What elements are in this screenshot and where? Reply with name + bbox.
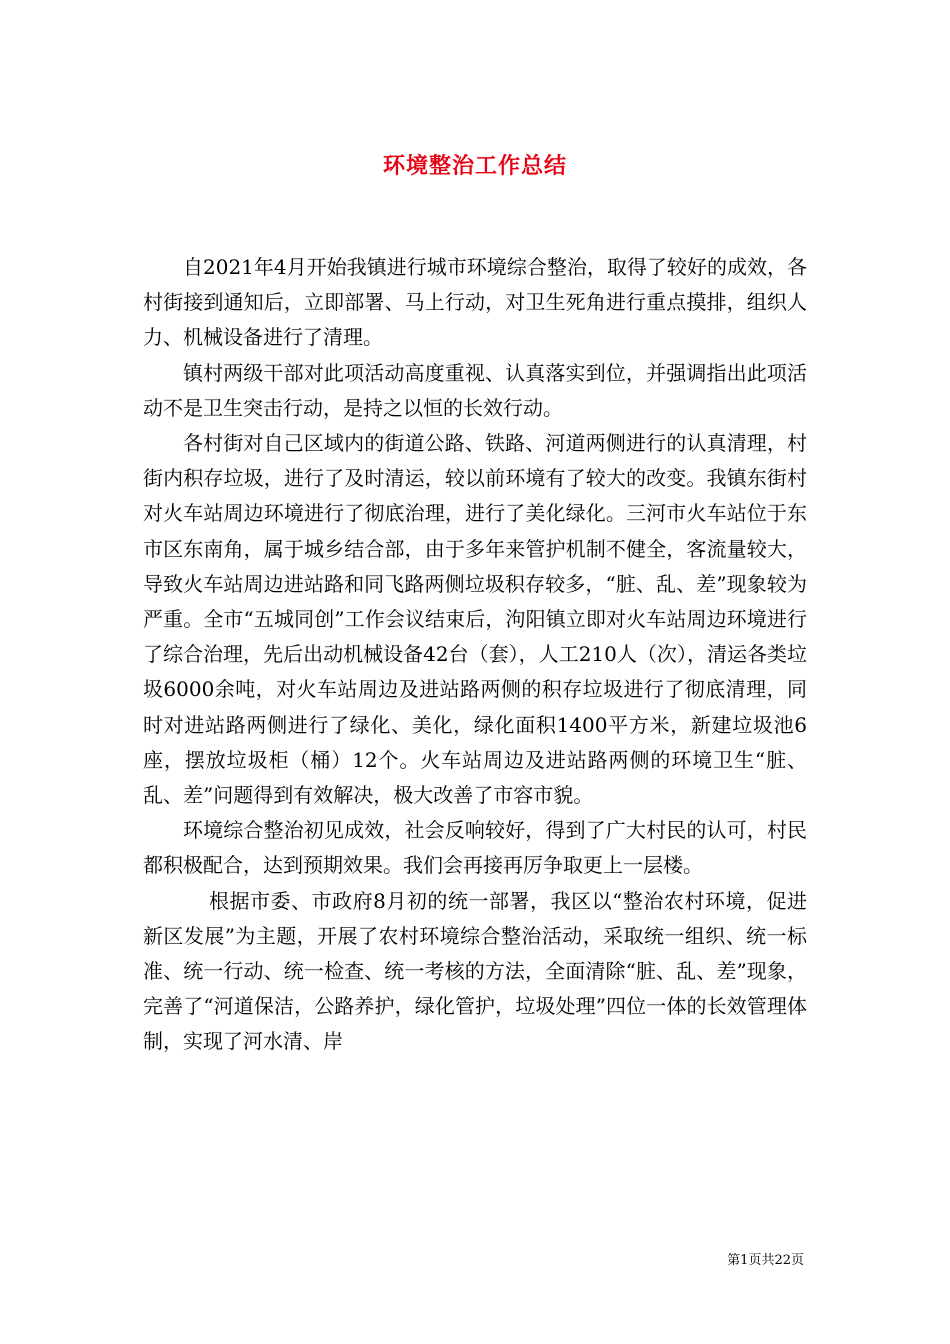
paragraph-4: 环境综合整治初见成效，社会反响较好，得到了广大村民的认可，村民都积极配合，达到预期效果。我们会再接再厉争取更上一层楼。 [143,818,807,878]
document-body [143,250,807,1060]
document-title: 环境整治工作总结 [382,152,567,179]
paragraph-1: 自2021年4月开始我镇进行城市环境综合整治，取得了较好的成效，各村街接到通知后，立即部署、马上行动，对卫生死角进行重点摸排，组织人力、机械设备进行了清理。 [143,255,807,350]
paragraph-5: 根据市委、市政府8月初的统一部署，我区以“整治农村环境，促进新区发展”为主题，开展了农村环境综合整治活动，采取统一组织、统一标准、统一行动、统一检查、统一考核的方法，全面清除“脏、乱、差”现象，完善了“河道保洁，公路养护，绿化管护，垃圾处理”四位一体的长效管理体制，实现了河水清、岸 [143,888,807,1054]
paragraph-2: 镇村两级干部对此项活动高度重视、认真落实到位，并强调指出此项活动不是卫生突击行动，是持之以恒的长效行动。 [143,360,807,420]
paragraph-3: 各村街对自己区域内的街道公路、铁路、河道两侧进行的认真清理，村街内积存垃圾，进行了及时清运，较以前环境有了较大的改变。我镇东街村对火车站周边环境进行了彻底治理，进行了美化绿化。三河市火车站位于东市区东南角，属于城乡结合部，由于多年来管护机制不健全，客流量较大，导致火车站周边进站路和同飞路两侧垃圾积存较多，“脏、乱、差”现象较为严重。全市“五城同创”工作会议结束后，泃阳镇立即对火车站周边环境进行了综合治理，先后出动机械设备42台（套），人工210人（次），清运各类垃圾6000余吨，对火车站周边及进站路两侧的积存垃圾进行了彻底清理，同时对进站路两侧进行了绿化、美化，绿化面积1400平方米，新建垃圾池6座，摆放垃圾柜（桶）12个。火车站周边及进站路两侧的环境卫生“脏、乱、差”问题得到有效解决，极大改善了市容市貌。 [143,431,807,808]
page-number-footer: 第1页共22页 [727,1253,804,1268]
